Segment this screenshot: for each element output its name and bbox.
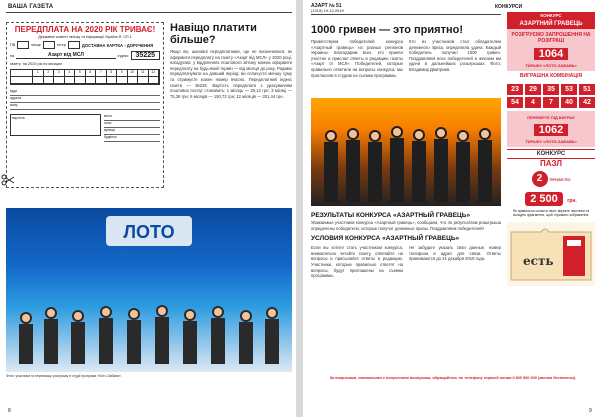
photo-caption: Фото: учасники та переможці розіграшу в студії програми «Лото-Забава».: [6, 374, 122, 378]
winning-number: 23: [507, 84, 523, 95]
prizes-label: ПРИЗИ ПО: [549, 176, 571, 182]
coupon-form: [10, 41, 160, 142]
conditions-title: УСЛОВИЯ КОНКУРСА «АЗАРТНЫЙ ГРАВЕЦЬ»: [311, 235, 460, 243]
subscription-coupon: [6, 22, 164, 188]
puzzle-label: ПАЗЛ: [540, 159, 562, 168]
scissors-icon: [1, 173, 17, 189]
month-cell: 9: [117, 70, 128, 77]
winners-col-2: Кто из участников стал обладателем денежного приза, определила удача. Каждый победитель получил 1000 гривен. Поздравляем всех победителей и желаем им удачи в дальнейших розыгрышах. Фото: Владимир Дмитриев.: [409, 39, 501, 72]
issue-number: АЗАРТ № 51: [311, 3, 342, 9]
coupon-bottom: [10, 114, 160, 142]
contest-info: [311, 212, 501, 279]
coupon-title: ПЕРЕДПЛАТА НА 2020 РІК ТРИВАЄ!: [14, 25, 156, 34]
month-cell: 10: [128, 70, 139, 77]
winning-number: 51: [579, 84, 595, 95]
month-input-cell[interactable]: [86, 77, 97, 84]
coupon-row-top: [10, 41, 160, 49]
month-input-cell[interactable]: [149, 77, 160, 84]
page-number-right: 9: [589, 408, 592, 414]
na-label: на: [10, 53, 15, 58]
month-input-cell[interactable]: [138, 77, 149, 84]
month-input-cell[interactable]: [117, 77, 128, 84]
month-cell: 4: [65, 70, 76, 77]
check-number: 1062: [534, 124, 568, 136]
index-label: індекс: [117, 53, 129, 58]
vartist-box[interactable]: [10, 114, 101, 136]
month-cell: 3: [54, 70, 65, 77]
hotline-note: За вопросами, связанными с получением выигрыша, обращайтесь по телефону горячей линии 0 800 500 000 (звонки бесплатны).: [329, 376, 577, 380]
header-rule-right: [311, 14, 501, 15]
month-input-cell[interactable]: [44, 77, 55, 84]
month-input-cell[interactable]: [11, 77, 33, 84]
coupon-subtitle: [10, 35, 160, 39]
winning-combo-label: ВИГРАШНА КОМБІНАЦІЯ: [507, 71, 595, 81]
check-block: [507, 111, 595, 147]
page-header: ВАША ГАЗЕТА: [8, 4, 54, 10]
month-cell: 11: [138, 70, 149, 77]
right-address-line[interactable]: село: [104, 121, 160, 128]
conditions-body: Если вы хотите стать участником конкурса, внимательно читайте газету, отвечайте на вопросы и присылайте ответы в редакцию. Участники, которые правильно ответят на вопросы, будут приглашены на съемки программы.: [311, 245, 403, 279]
month-input-cell[interactable]: [33, 77, 44, 84]
misce-label: місце: [31, 43, 41, 47]
header-rule: [6, 12, 292, 13]
puzzle-contest-label: КОНКУРС: [507, 149, 595, 159]
month-input-cell[interactable]: [75, 77, 86, 84]
results-title: РЕЗУЛЬТАТЫ КОНКУРСА «АЗАРТНЫЙ ГРАВЕЦЬ»: [311, 212, 471, 219]
month-cell: 8: [107, 70, 118, 77]
draw-text: РОЗІГРУЄМО ЗАПРОШЕННЯ НА РОЗІГРАШ: [511, 32, 591, 44]
address-lines: [10, 89, 160, 110]
check-text: ПЕРЕВІРТЕ ПІД ВИГРАХ: [527, 115, 575, 120]
contest-name: АЗАРТНИЙ ГРАВЕЦЬ: [507, 19, 595, 29]
winning-number: 7: [543, 97, 559, 108]
month-cell: 1: [33, 70, 44, 77]
month-grid: [10, 69, 160, 85]
winning-numbers: [507, 84, 595, 108]
form-name: ДОСТАВНА КАРТКА - ДОРУЧЕННЯ: [81, 42, 154, 48]
year-note: на 2020 рік по місяцях: [22, 62, 62, 66]
address-line[interactable]: куди: [10, 89, 160, 96]
winners-group-photo: [311, 98, 501, 206]
conditions-columns: [311, 242, 501, 279]
draw-number: 1064: [534, 48, 568, 60]
month-input-cell[interactable]: [107, 77, 118, 84]
pv-box[interactable]: [17, 41, 29, 49]
winning-number: 35: [543, 84, 559, 95]
lit-box[interactable]: [68, 41, 80, 49]
winners-col-1: Приветствуем победителей конкурса «Азартный гравець» из разных регионов Украины. Благодарим всех, кто принял участие и прислал ответы в редакцию газеты «Азарт от МСЛ». Победителей, которые правильно ответили на вопросы конкурса, мы пригласили в студию на съемки программы.: [311, 39, 403, 78]
month-cell: 6: [86, 70, 97, 77]
winners-title: 1000 гривен — это приятно!: [311, 24, 463, 36]
results-body: Уважаемые участники конкурса «Азартный гравець», сообщаем, что по результатам розыгрыша определены победители, которые получат денежные призы. Поздравляем победителей!: [311, 220, 501, 231]
winning-number: 54: [507, 97, 523, 108]
subscription-article: [170, 22, 292, 99]
index-value: 35225: [131, 51, 160, 60]
issue-header: [311, 4, 344, 14]
gazette-name: Азарт від МСЛ: [16, 52, 115, 59]
pv-label: ПВ: [10, 43, 16, 47]
coupon-subtitle-text: Державне комітет зв'язку та інформації України: [38, 35, 118, 39]
winning-number: 42: [579, 97, 595, 108]
lotto-studio-photo: [6, 208, 292, 372]
draw-block: [507, 29, 595, 71]
coupon-row-gazette: [10, 62, 160, 66]
article-title: Навіщо платити більше?: [170, 22, 257, 46]
winners-article: [311, 24, 501, 78]
draw-game: ТИРАЖУ «ЛОТО-ЗАБАВА»: [525, 63, 577, 68]
misce-box[interactable]: [43, 41, 55, 49]
month-cell: 2: [44, 70, 55, 77]
contest-label: КОНКУРС: [507, 12, 595, 19]
right-address-lines: [104, 114, 160, 142]
winning-number: 53: [561, 84, 577, 95]
issue-date: (1315) 19.12.2019: [311, 7, 344, 13]
contest-sidebar: [507, 12, 595, 286]
month-input-cell[interactable]: [96, 77, 107, 84]
page-number-left: 8: [8, 408, 11, 414]
month-cell: 7: [96, 70, 107, 77]
prize-unit: грн.: [567, 198, 577, 204]
month-input-cell[interactable]: [128, 77, 139, 84]
prize-amount: 2 500: [525, 192, 563, 206]
check-game: ТИРАЖУ «ЛОТО-ЗАБАВА»: [525, 139, 577, 144]
winners-columns: [311, 36, 501, 78]
month-cell: 12: [149, 70, 160, 77]
section-label: КОНКУРСИ: [495, 4, 523, 10]
month-cell: 5: [75, 70, 86, 77]
gazette-label: газету: [10, 62, 21, 66]
prize-row: [507, 171, 595, 187]
winning-number: 4: [525, 97, 541, 108]
right-address-line[interactable]: вулиця: [104, 128, 160, 135]
winning-number: 29: [525, 84, 541, 95]
right-address-line[interactable]: будинок: [104, 135, 160, 142]
vartist-label: вартість: [12, 116, 25, 120]
month-grid-corner: [11, 70, 33, 77]
puzzle-instruction: Як правильно скласти пазл: виріжте частинки та складіть фрагменти, щоб отримати зображення.: [512, 209, 590, 218]
coupon-row-index: [10, 51, 160, 60]
article-body: Якщо ви, шановні передплатники, ще не визначилися, як оформити передплату на газету «Азарт від МСЛ» у 2020 році, нагадуємо: у відділеннях поштового зв'язку можна оформити передплату на будь-який термін — від місяця до року. Радимо передплачувати на довший період: ви сплачуєте меншу суму та отримуєте кожен номер вчасно. Передплатний індекс газети — 35225. Вартість передплати з урахуванням поштових послуг становить: 1 місяць — 25,12 грн; 3 місяці — 75,36 грн; 6 місяців — 150,72 грн; 12 місяців — 301,44 грн.: [170, 49, 292, 99]
left-page: [0, 0, 296, 417]
address-line[interactable]: адреса: [10, 96, 160, 103]
right-page: [303, 0, 600, 417]
address-line[interactable]: кому: [10, 103, 160, 110]
lit-label: літер: [56, 43, 66, 47]
puzzle-word: есть: [523, 253, 554, 268]
prizes-count: 2: [532, 171, 548, 187]
coupon-form-code: Ф. СП-1: [118, 35, 132, 39]
prize-amount-row: [507, 189, 595, 207]
month-input-cell[interactable]: [65, 77, 76, 84]
conditions-note: Не забудьте указать свои данные, номер телефона и адрес для связи. Ответы принимаются до 31 декабря 2019 года.: [409, 245, 501, 262]
puzzle-piece-image: [507, 222, 595, 286]
winning-number: 40: [561, 97, 577, 108]
right-address-line[interactable]: місто: [104, 114, 160, 121]
month-input-cell[interactable]: [54, 77, 65, 84]
svg-text:ЛОТО: ЛОТО: [123, 222, 175, 242]
